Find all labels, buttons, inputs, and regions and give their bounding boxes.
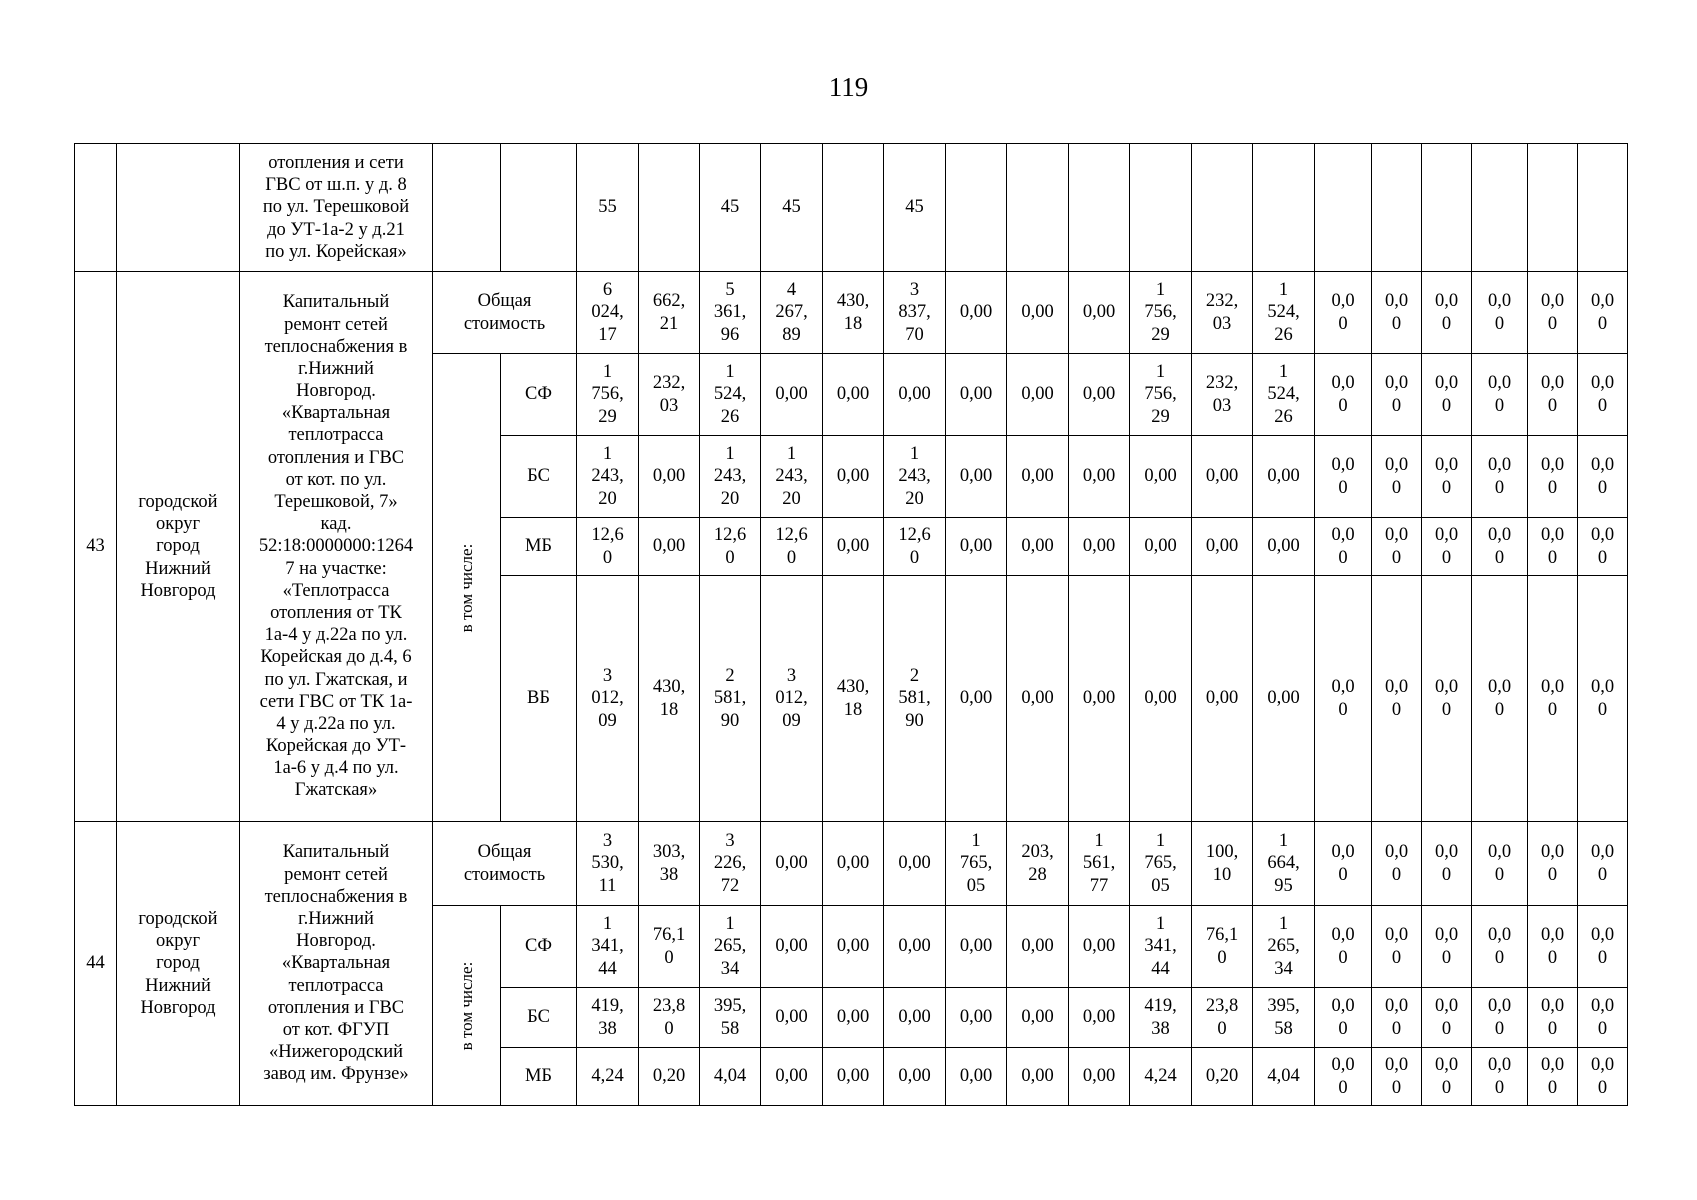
value-cell: 1 265, 34: [700, 906, 761, 988]
label-cell: [433, 144, 501, 272]
value-cell: 0,00: [1192, 436, 1253, 518]
value-cell: 0,0 0: [1315, 354, 1372, 436]
continuation-row: [75, 144, 1628, 272]
funding-source-label: БС: [501, 436, 577, 518]
value-cell: 430, 18: [823, 272, 884, 354]
value-cell: 6 024, 17: [577, 272, 639, 354]
value-cell: 1 243, 20: [761, 436, 823, 518]
value-cell: 0,0 0: [1372, 576, 1422, 822]
value-cell: 0,0 0: [1315, 906, 1372, 988]
value-cell: 23,8 0: [1192, 988, 1253, 1048]
value-cell: 3 012, 09: [761, 576, 823, 822]
value-cell: 0,00: [1069, 576, 1130, 822]
value-cell: 0,00: [884, 354, 946, 436]
record-44-total-row: [75, 822, 1628, 906]
value-cell: [1192, 144, 1253, 272]
value-cell: [1253, 144, 1315, 272]
value-cell: 45: [700, 144, 761, 272]
value-cell: 0,0 0: [1372, 436, 1422, 518]
value-cell: 1 524, 26: [700, 354, 761, 436]
value-cell: 1 756, 29: [577, 354, 639, 436]
value-cell: 2 581, 90: [700, 576, 761, 822]
value-cell: 0,00: [946, 906, 1007, 988]
value-cell: 100, 10: [1192, 822, 1253, 906]
value-cell: 1 524, 26: [1253, 272, 1315, 354]
funding-source-label: СФ: [501, 906, 577, 988]
value-cell: 0,00: [1007, 518, 1069, 576]
municipality-cell: городской округ город Нижний Новгород: [117, 822, 240, 1106]
value-cell: 1 561, 77: [1069, 822, 1130, 906]
value-cell: 0,00: [1007, 354, 1069, 436]
value-cell: 0,00: [1007, 272, 1069, 354]
value-cell: 0,0 0: [1372, 906, 1422, 988]
value-cell: 1 765, 05: [946, 822, 1007, 906]
value-cell: 232, 03: [1192, 354, 1253, 436]
municipality-cell: [117, 144, 240, 272]
total-label: Общая стоимость: [433, 822, 577, 906]
value-cell: 0,0 0: [1528, 906, 1578, 988]
value-cell: 0,00: [1192, 576, 1253, 822]
value-cell: 0,0 0: [1578, 436, 1628, 518]
value-cell: 0,0 0: [1315, 518, 1372, 576]
record-43-total-row: [75, 272, 1628, 354]
value-cell: 12,6 0: [700, 518, 761, 576]
value-cell: 0,00: [946, 576, 1007, 822]
value-cell: 0,00: [946, 1048, 1007, 1106]
value-cell: 0,0 0: [1528, 822, 1578, 906]
total-label: Общая стоимость: [433, 272, 577, 354]
value-cell: 0,00: [946, 518, 1007, 576]
value-cell: [1007, 144, 1069, 272]
value-cell: 0,0 0: [1472, 822, 1528, 906]
value-cell: 0,0 0: [1472, 272, 1528, 354]
value-cell: 0,00: [1253, 436, 1315, 518]
value-cell: 0,0 0: [1372, 272, 1422, 354]
value-cell: 1 765, 05: [1130, 822, 1192, 906]
value-cell: 12,6 0: [884, 518, 946, 576]
funding-source-label: МБ: [501, 1048, 577, 1106]
value-cell: 0,0 0: [1372, 354, 1422, 436]
value-cell: 0,0 0: [1472, 1048, 1528, 1106]
value-cell: 0,0 0: [1578, 576, 1628, 822]
value-cell: 3 837, 70: [884, 272, 946, 354]
including-label: [433, 354, 501, 822]
funding-source-label: ВБ: [501, 576, 577, 822]
value-cell: 0,00: [1069, 354, 1130, 436]
value-cell: 0,0 0: [1372, 822, 1422, 906]
value-cell: 1 243, 20: [884, 436, 946, 518]
record-number: 43: [75, 272, 117, 822]
value-cell: 303, 38: [639, 822, 700, 906]
value-cell: 0,00: [823, 906, 884, 988]
budget-table: [74, 143, 1628, 1106]
value-cell: 0,00: [823, 1048, 884, 1106]
value-cell: 0,0 0: [1578, 906, 1628, 988]
value-cell: 0,00: [823, 436, 884, 518]
value-cell: 0,0 0: [1578, 354, 1628, 436]
municipality-cell: городской округ город Нижний Новгород: [117, 272, 240, 822]
value-cell: 3 012, 09: [577, 576, 639, 822]
value-cell: 0,0 0: [1578, 988, 1628, 1048]
value-cell: 662, 21: [639, 272, 700, 354]
value-cell: 0,00: [823, 518, 884, 576]
value-cell: 0,00: [884, 906, 946, 988]
value-cell: 3 226, 72: [700, 822, 761, 906]
value-cell: 0,0 0: [1372, 1048, 1422, 1106]
value-cell: 23,8 0: [639, 988, 700, 1048]
value-cell: 0,00: [1069, 906, 1130, 988]
value-cell: 0,0 0: [1422, 822, 1472, 906]
funding-source-label: СФ: [501, 354, 577, 436]
value-cell: 1 341, 44: [577, 906, 639, 988]
value-cell: 1 756, 29: [1130, 354, 1192, 436]
value-cell: 0,00: [761, 354, 823, 436]
value-cell: 1 664, 95: [1253, 822, 1315, 906]
value-cell: 0,0 0: [1472, 988, 1528, 1048]
num-cell: [75, 144, 117, 272]
value-cell: 0,0 0: [1578, 272, 1628, 354]
value-cell: 0,00: [761, 822, 823, 906]
value-cell: [823, 144, 884, 272]
value-cell: 0,00: [1069, 988, 1130, 1048]
value-cell: 430, 18: [823, 576, 884, 822]
value-cell: 203, 28: [1007, 822, 1069, 906]
value-cell: 395, 58: [700, 988, 761, 1048]
value-cell: 0,0 0: [1315, 988, 1372, 1048]
value-cell: 0,20: [1192, 1048, 1253, 1106]
including-label: [433, 906, 501, 1106]
value-cell: [1472, 144, 1528, 272]
value-cell: 5 361, 96: [700, 272, 761, 354]
value-cell: 4,24: [1130, 1048, 1192, 1106]
funding-source-label: МБ: [501, 518, 577, 576]
value-cell: 76,1 0: [1192, 906, 1253, 988]
value-cell: 430, 18: [639, 576, 700, 822]
value-cell: 12,6 0: [577, 518, 639, 576]
value-cell: 0,00: [1007, 436, 1069, 518]
value-cell: 395, 58: [1253, 988, 1315, 1048]
value-cell: 0,0 0: [1528, 436, 1578, 518]
value-cell: 0,00: [761, 906, 823, 988]
value-cell: [1422, 144, 1472, 272]
value-cell: 0,0 0: [1315, 272, 1372, 354]
value-cell: 0,0 0: [1422, 988, 1472, 1048]
value-cell: 1 243, 20: [700, 436, 761, 518]
value-cell: 0,0 0: [1528, 576, 1578, 822]
value-cell: 0,00: [946, 354, 1007, 436]
value-cell: 0,00: [761, 988, 823, 1048]
value-cell: 76,1 0: [639, 906, 700, 988]
value-cell: 0,0 0: [1472, 436, 1528, 518]
value-cell: 0,0 0: [1578, 518, 1628, 576]
value-cell: 0,0 0: [1578, 822, 1628, 906]
record-number: 44: [75, 822, 117, 1106]
value-cell: 12,6 0: [761, 518, 823, 576]
value-cell: 0,0 0: [1422, 354, 1472, 436]
value-cell: 0,00: [1253, 576, 1315, 822]
value-cell: 0,0 0: [1372, 988, 1422, 1048]
value-cell: 0,0 0: [1528, 272, 1578, 354]
value-cell: 1 756, 29: [1130, 272, 1192, 354]
funding-source-label: БС: [501, 988, 577, 1048]
description-cell: Капитальный ремонт сетей теплоснабжения в г.Нижний Новгород. «Квартальная теплотрасса отопления и ГВС от кот. ФГУП «Нижегородский завод им. Фрунзе»: [240, 822, 433, 1106]
value-cell: 0,00: [761, 1048, 823, 1106]
value-cell: 0,00: [1130, 436, 1192, 518]
value-cell: [1578, 144, 1628, 272]
value-cell: 0,0 0: [1528, 354, 1578, 436]
value-cell: 0,00: [1192, 518, 1253, 576]
value-cell: 45: [761, 144, 823, 272]
value-cell: 419, 38: [577, 988, 639, 1048]
value-cell: 0,0 0: [1422, 272, 1472, 354]
value-cell: 1 265, 34: [1253, 906, 1315, 988]
value-cell: [1528, 144, 1578, 272]
value-cell: 0,00: [639, 436, 700, 518]
value-cell: 0,00: [1069, 518, 1130, 576]
value-cell: 0,0 0: [1422, 906, 1472, 988]
table-body: [75, 144, 1628, 1106]
value-cell: [1069, 144, 1130, 272]
value-cell: 0,0 0: [1578, 1048, 1628, 1106]
value-cell: 0,20: [639, 1048, 700, 1106]
value-cell: 0,0 0: [1315, 576, 1372, 822]
description-cell: отопления и сети ГВС от ш.п. у д. 8 по ул. Терешковой до УТ-1а-2 у д.21 по ул. Корейская»: [240, 144, 433, 272]
value-cell: 0,00: [1069, 272, 1130, 354]
value-cell: 0,00: [823, 988, 884, 1048]
value-cell: 0,0 0: [1472, 518, 1528, 576]
value-cell: 0,00: [1069, 436, 1130, 518]
value-cell: 0,00: [823, 354, 884, 436]
value-cell: 0,00: [639, 518, 700, 576]
value-cell: 0,0 0: [1422, 436, 1472, 518]
value-cell: 0,00: [1253, 518, 1315, 576]
value-cell: 0,0 0: [1528, 1048, 1578, 1106]
value-cell: 55: [577, 144, 639, 272]
page-number: 119: [828, 72, 869, 102]
value-cell: 1 341, 44: [1130, 906, 1192, 988]
value-cell: 0,00: [1130, 576, 1192, 822]
value-cell: 419, 38: [1130, 988, 1192, 1048]
value-cell: 0,0 0: [1528, 518, 1578, 576]
value-cell: 0,00: [1007, 576, 1069, 822]
value-cell: 4,04: [1253, 1048, 1315, 1106]
value-cell: 0,0 0: [1472, 576, 1528, 822]
value-cell: 0,00: [1069, 1048, 1130, 1106]
value-cell: 2 581, 90: [884, 576, 946, 822]
value-cell: 232, 03: [639, 354, 700, 436]
sublabel-cell: [501, 144, 577, 272]
value-cell: 4,04: [700, 1048, 761, 1106]
value-cell: 0,00: [946, 272, 1007, 354]
value-cell: 232, 03: [1192, 272, 1253, 354]
value-cell: 0,0 0: [1422, 576, 1472, 822]
value-cell: 0,00: [884, 1048, 946, 1106]
value-cell: 1 524, 26: [1253, 354, 1315, 436]
value-cell: 0,0 0: [1315, 1048, 1372, 1106]
value-cell: 0,0 0: [1422, 518, 1472, 576]
value-cell: 0,00: [823, 822, 884, 906]
value-cell: 0,00: [1007, 988, 1069, 1048]
value-cell: 45: [884, 144, 946, 272]
description-cell: Капитальный ремонт сетей теплоснабжения в г.Нижний Новгород. «Квартальная теплотрасса отопления и ГВС от кот. по ул. Терешковой, 7» кад. 52:18:0000000:1264 7 на участке: «Теплотрасса отопления от ТК 1а-4 у д.22а по ул. Корейская до д.4, 6 по ул. Гжатская, и сети ГВС от ТК 1а- 4 у д.22а по ул. Корейская до УТ- 1а-6 у д.4 по ул. Гжатская»: [240, 272, 433, 822]
value-cell: 0,00: [1130, 518, 1192, 576]
value-cell: [946, 144, 1007, 272]
value-cell: 0,0 0: [1372, 518, 1422, 576]
value-cell: 0,00: [884, 988, 946, 1048]
value-cell: [1130, 144, 1192, 272]
value-cell: 0,00: [946, 988, 1007, 1048]
value-cell: 3 530, 11: [577, 822, 639, 906]
value-cell: 0,0 0: [1528, 988, 1578, 1048]
value-cell: [1315, 144, 1372, 272]
including-label-text: в том числе:: [456, 543, 476, 632]
value-cell: 1 243, 20: [577, 436, 639, 518]
value-cell: 4,24: [577, 1048, 639, 1106]
value-cell: 0,00: [884, 822, 946, 906]
value-cell: 0,00: [1007, 1048, 1069, 1106]
value-cell: [1372, 144, 1422, 272]
value-cell: 0,0 0: [1315, 822, 1372, 906]
value-cell: 0,0 0: [1472, 906, 1528, 988]
value-cell: 0,0 0: [1315, 436, 1372, 518]
value-cell: 0,00: [1007, 906, 1069, 988]
including-label-text: в том числе:: [456, 961, 476, 1050]
value-cell: 0,0 0: [1422, 1048, 1472, 1106]
value-cell: 0,0 0: [1472, 354, 1528, 436]
value-cell: 4 267, 89: [761, 272, 823, 354]
value-cell: 0,00: [946, 436, 1007, 518]
value-cell: [639, 144, 700, 272]
